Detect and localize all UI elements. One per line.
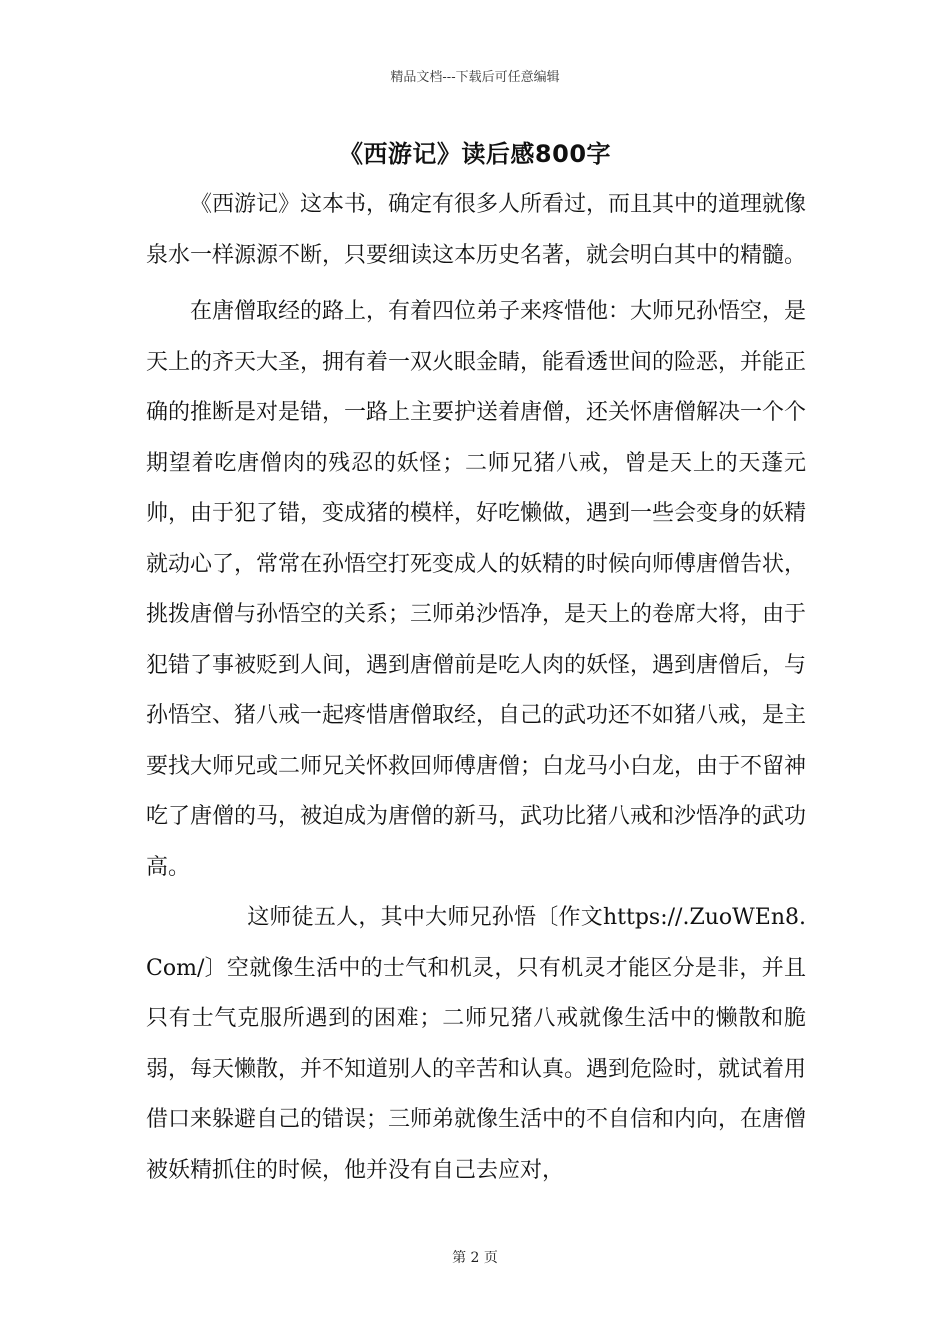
paragraph-2: 在唐僧取经的路上，有着四位弟子来疼惜他：大师兄孙悟空，是天上的齐天大圣，拥有着一双火眼金睛，能看透世间的险恶，并能正确的推断是对是错，一路上主要护送着唐僧，还关怀唐僧解决一个个期望着吃唐僧肉的残忍的妖怪；二师兄猪八戒，曾是天上的天蓬元帅，由于犯了错，变成猪的模样，好吃懒做，遇到一些会变身的妖精就动心了，常常在孙悟空打死变成人的妖精的时候向师傅唐僧告状，挑拨唐僧与孙悟空的关系；三师弟沙悟净，是天上的卷席大将，由于犯错了事被贬到人间，遇到唐僧前是吃人肉的妖怪，遇到唐僧后，与孙悟空、猪八戒一起疼惜唐僧取经，自己的武功还不如猪八戒，是主要找大师兄或二师兄关怀救回师傅唐僧；白龙马小白龙，由于不留神吃了唐僧的马，被迫成为唐僧的新马，武功比猪八戒和沙悟净的武功高。 <box>146 299 807 880</box>
document-title: 《西游记》读后感800字 <box>338 140 612 168</box>
page-number: 第 2 页 <box>452 1250 498 1266</box>
document-header-note: 精品文档---下载后可任意编辑 <box>390 70 560 85</box>
paragraph-3: 这师徒五人，其中大师兄孙悟〔作文https://.ZuoWEn8.Com/〕空就像生活中的士气和机灵，只有机灵才能区分是非，并且只有士气克服所遇到的困难；二师兄猪八戒就像生活中的懒散和脆弱，每天懒散，并不知道别人的辛苦和认真。遇到危险时，就试着用借口来躲避自己的错误；三师弟就像生活中的不自信和内向，在唐僧被妖精抓住的时候，他并没有自己去应对， <box>146 905 807 1183</box>
document-body <box>146 180 806 1196</box>
paragraph-1: 《西游记》这本书，确定有很多人所看过，而且其中的道理就像泉水一样源源不断，只要细读这本历史名著，就会明白其中的精髓。 <box>146 192 807 268</box>
